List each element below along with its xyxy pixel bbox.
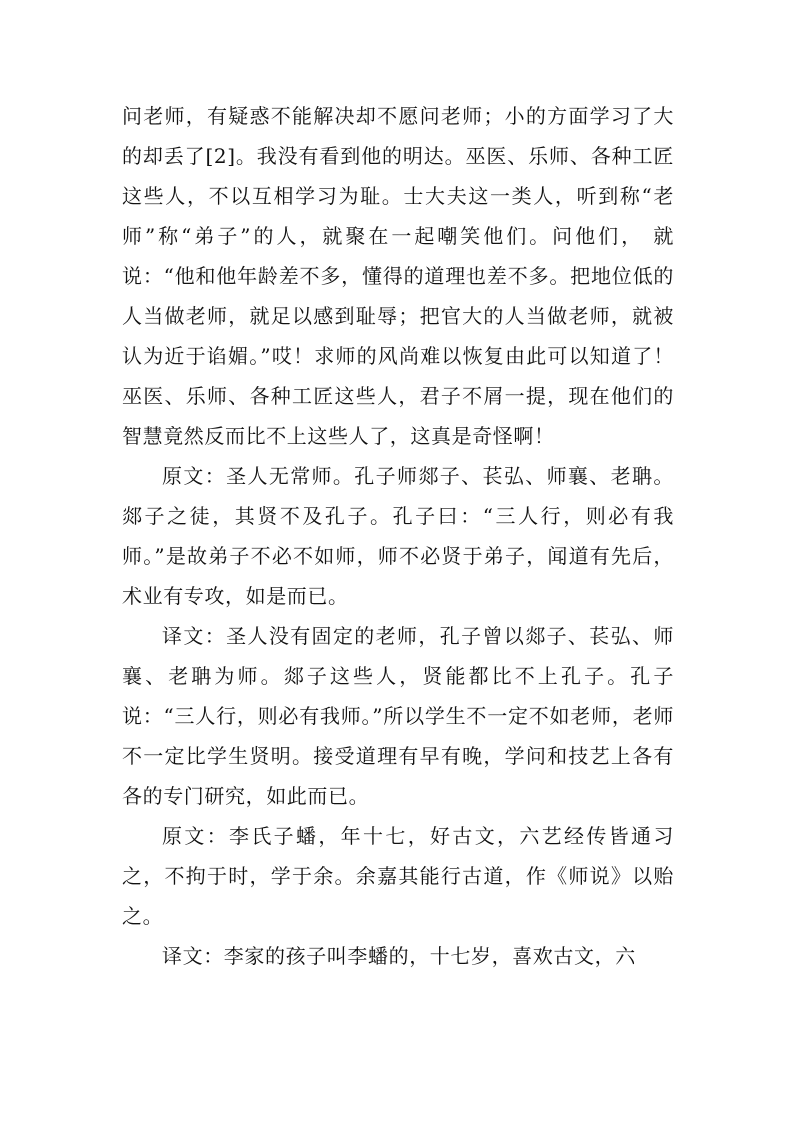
- paragraph-original-text-2: 原文：李氏子蟠，年十七，好古文，六艺经传皆通习之，不拘于时，学于余。余嘉其能行古道，作《师说》以贻之。: [122, 824, 674, 928]
- paragraph-translation-1: 译文：圣人没有固定的老师，孔子曾以郯子、苌弘、师襄、老聃为师。郯子这些人，贤能都比不上孔子。孔子说：“三人行，则必有我师。”所以学生不一定不如老师，老师不一定比学生贤明。接受道理有早有晚，学问和技艺上各有各的专门研究，如此而已。: [122, 624, 674, 808]
- paragraph-translation-continued: 问老师，有疑惑不能解决却不愿问老师；小的方面学习了大的却丢了[2]。我没有看到他的明达。巫医、乐师、各种工匠这些人，不以互相学习为耻。士大夫这一类人，听到称“老师”称“弟子”的人，就聚在一起嘲笑他们。问他们， 就说：“他和他年龄差不多，懂得的道理也差不多。把地位低的人当做老师，就足以感到耻辱；把官大的人当做老师，就被认为近于谄媚。”哎！求师的风尚难以恢复由此可以知道了！巫医、乐师、各种工匠这些人，君子不屑一提，现在他们的智慧竟然反而比不上这些人了，这真是奇怪啊！: [122, 104, 674, 448]
- paragraph-original-text-1: 原文：圣人无常师。孔子师郯子、苌弘、师襄、老聃。郯子之徒，其贤不及孔子。孔子曰：“三人行，则必有我师。”是故弟子不必不如师，师不必贤于弟子，闻道有先后，术业有专攻，如是而已。: [122, 464, 674, 608]
- paragraph-translation-2: 译文：李家的孩子叫李蟠的，十七岁，喜欢古文，六: [162, 944, 636, 968]
- document-page: [122, 96, 674, 976]
